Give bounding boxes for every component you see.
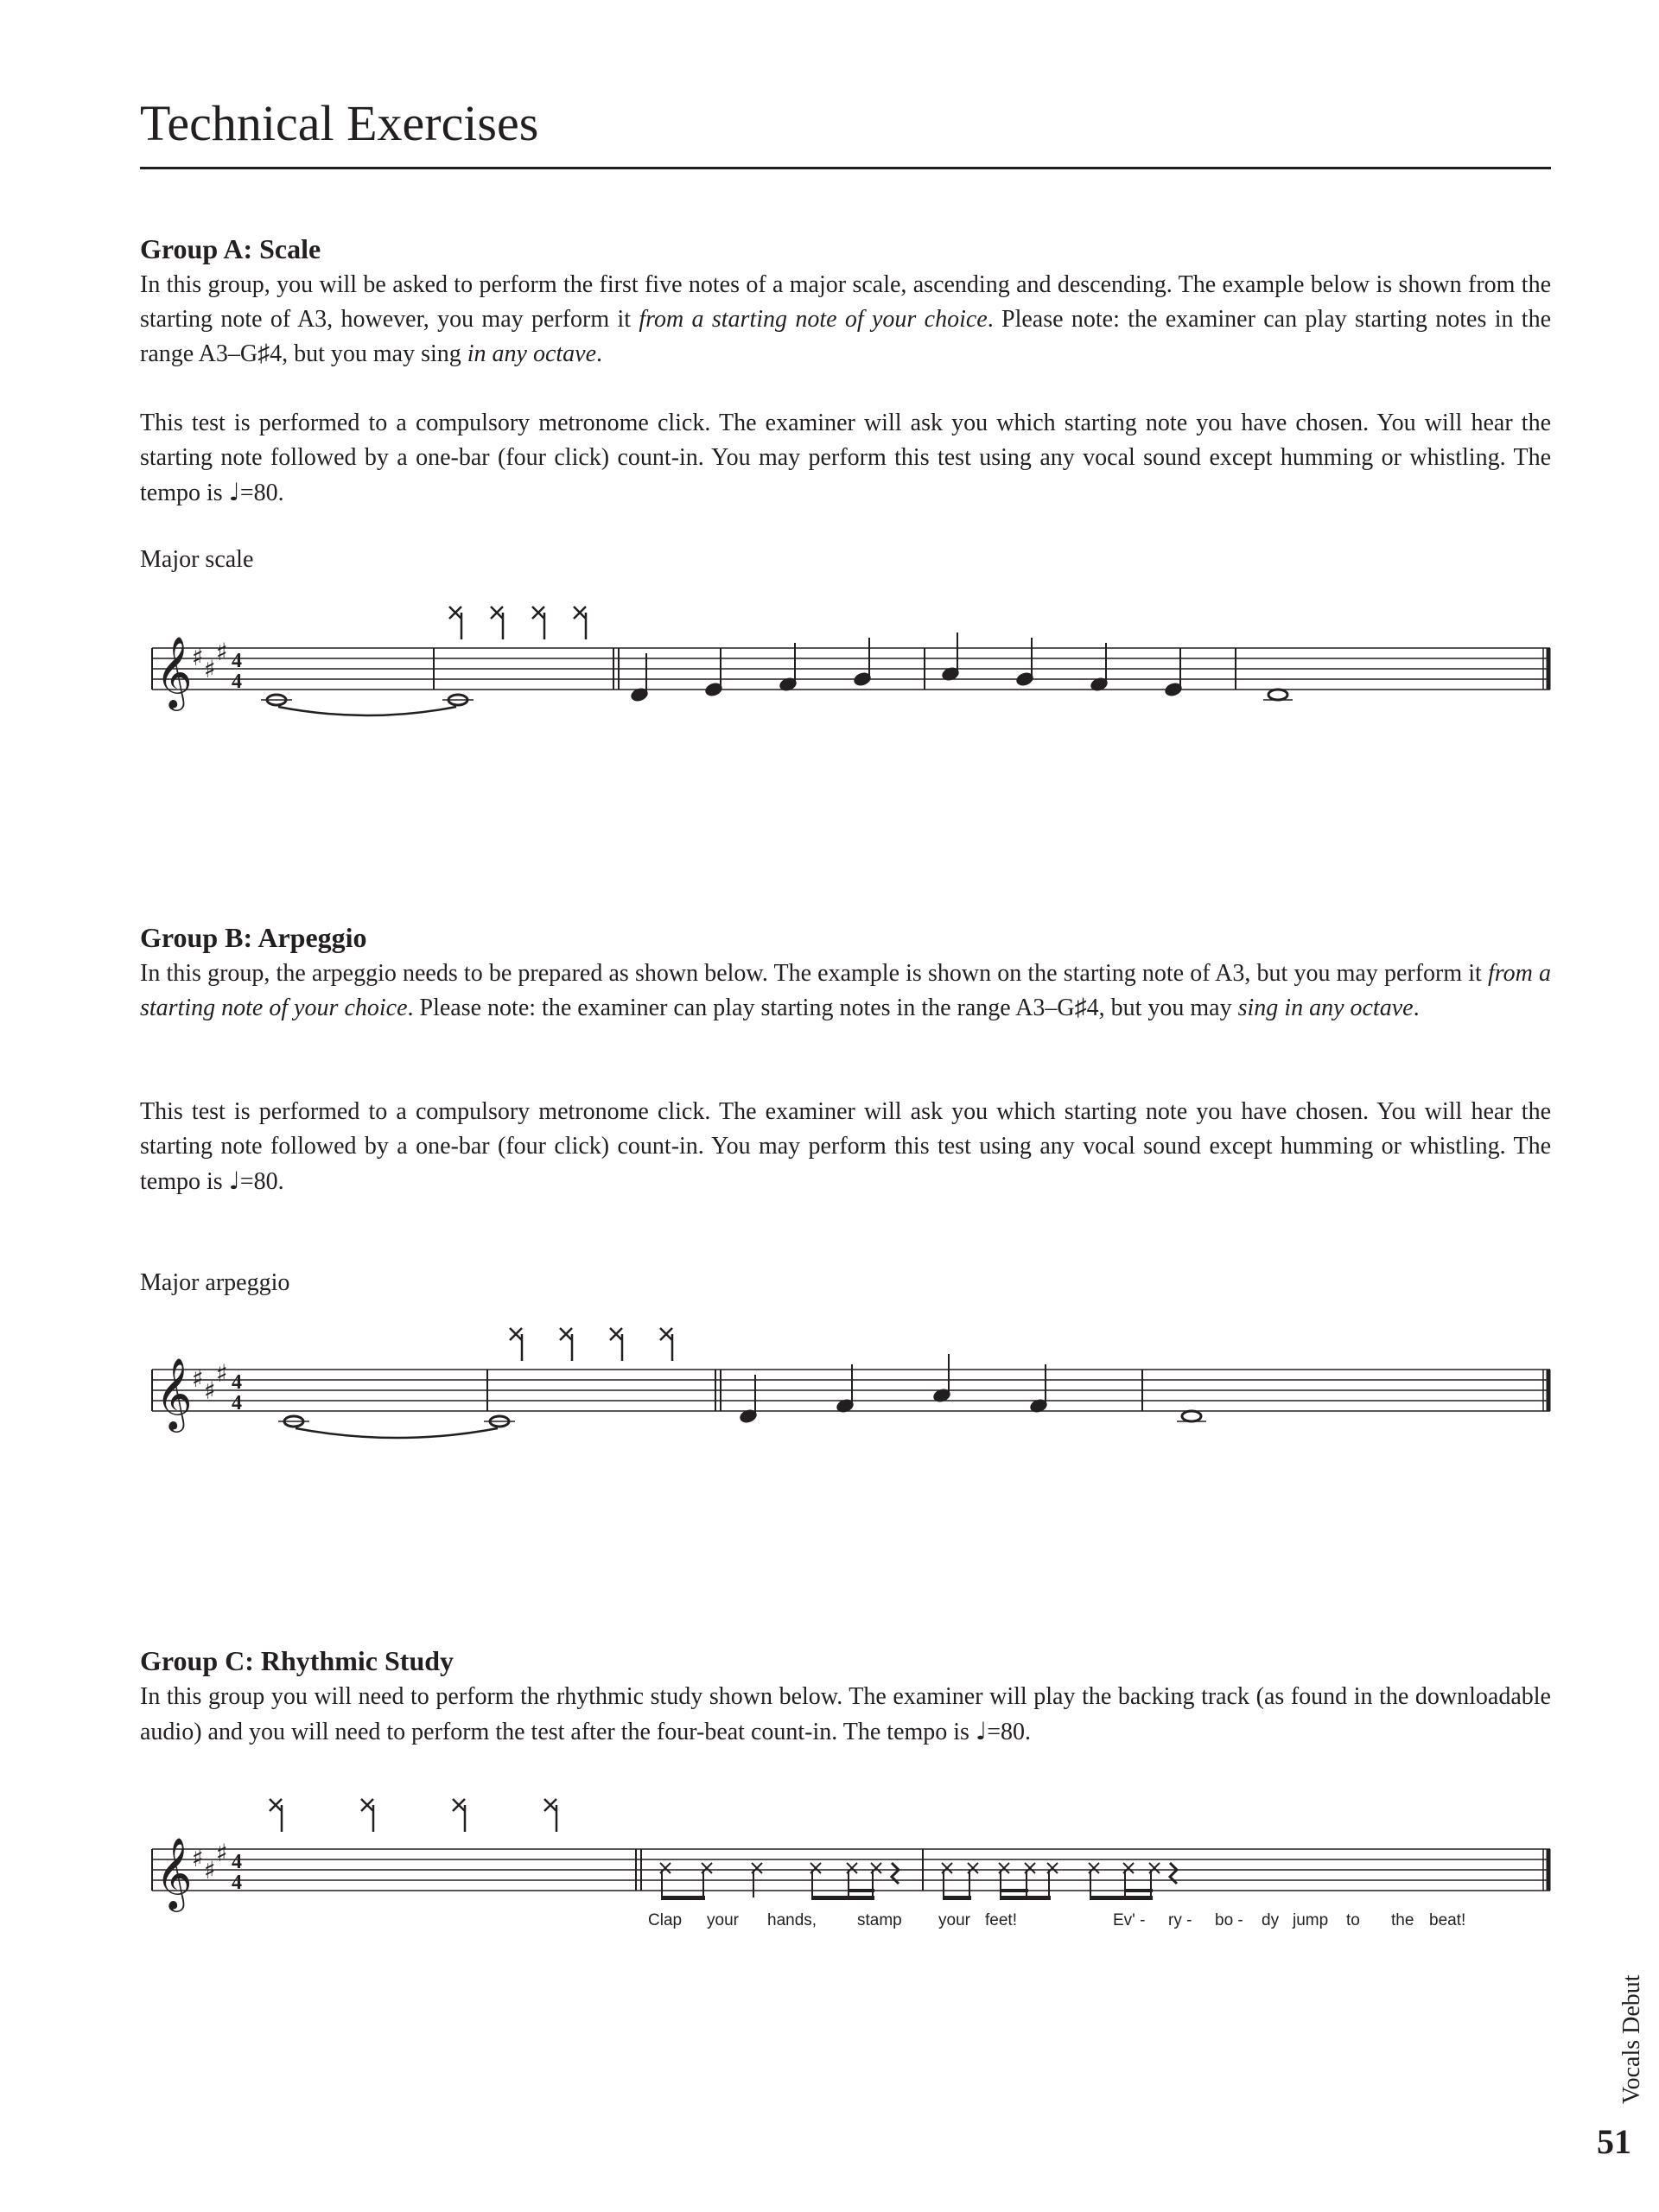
tie (278, 707, 456, 715)
group-c-paragraph-1: In this group you will need to perform the rhythmic study shown below. The examiner will play the backing track (as found in the downloadable audio) and you will need to perform the test after the four-beat count-in. The tempo is ♩=80. (140, 1683, 1551, 1745)
time-signature-bottom: 4 (232, 1392, 242, 1414)
sharp-icon: ♯ (216, 1839, 228, 1867)
rhythmic-study-staff (138, 1797, 1555, 1936)
lyric: your (938, 1911, 970, 1929)
lyric: Ev' - (1113, 1911, 1146, 1929)
lyric: Clap (648, 1911, 683, 1929)
click-marks (449, 607, 586, 639)
group-a-paragraph-1: In this group, you will be asked to perform the first five notes of a major scale, ascending and descending. The example below is shown from the starting note of A3, however, you may perform it from a starting note of your choice. Please note: the examiner can play starting notes in the range A3–G♯4, but you may sing in any octave. (140, 271, 1552, 367)
group-b-paragraph-1: In this group, the arpeggio needs to be prepared as shown below. The example is shown on the starting note of A3, but you may perform it from a starting note of your choice. Please note: the examiner can play starting notes in the range A3–G♯4, but you may sing in any octave. (140, 960, 1552, 1021)
lyric: feet! (985, 1911, 1017, 1929)
tie (296, 1428, 498, 1438)
lyric: bo - (1215, 1911, 1243, 1929)
lyric: your (707, 1911, 739, 1929)
time-signature-bottom: 4 (232, 1872, 242, 1894)
time-signature-bottom: 4 (232, 671, 242, 693)
treble-clef-icon: 𝄞 (156, 635, 193, 708)
major-scale-staff (138, 596, 1555, 734)
scale-notes-descending (941, 632, 1182, 697)
treble-clef-icon: 𝄞 (156, 1357, 193, 1429)
group-a-paragraph-2: This test is performed to a compulsory metronome click. The examiner will ask you which starting note you have chosen. You will hear the starting note followed by a one-bar (four click) count-in. You may perform this test using any vocal sound except humming or whistling. The tempo is ♩=80. (140, 410, 1551, 506)
time-signature-top: 4 (232, 650, 242, 672)
title-rule (140, 167, 1551, 169)
lyric: stamp (857, 1911, 902, 1929)
lyric: the (1391, 1911, 1414, 1929)
click-marks (510, 1328, 672, 1361)
book-label: Vocals Debut (1618, 1974, 1645, 2104)
sharp-icon: ♯ (204, 1376, 216, 1405)
whole-note (1268, 690, 1287, 700)
time-signature-top: 4 (232, 1371, 242, 1394)
lyric: to (1346, 1911, 1360, 1929)
sharp-icon: ♯ (192, 1364, 204, 1393)
group-a-heading: Group A: Scale (140, 233, 321, 264)
group-c-heading: Group C: Rhythmic Study (140, 1645, 454, 1676)
lyric: ry - (1168, 1911, 1192, 1929)
sharp-icon: ♯ (204, 1856, 216, 1885)
major-scale-caption: Major scale (140, 546, 254, 573)
scale-notes (630, 638, 871, 702)
count-in-click-marks (270, 1799, 556, 1832)
whole-note (1182, 1411, 1201, 1421)
page-number: 51 (1597, 2122, 1631, 2161)
group-b-heading: Group B: Arpeggio (140, 922, 367, 953)
major-arpeggio-caption: Major arpeggio (140, 1269, 290, 1296)
lyric: jump (1293, 1911, 1329, 1929)
quarter-note-icon: ♩ (228, 478, 240, 506)
sharp-icon: ♯ (216, 638, 228, 666)
arpeggio-notes (739, 1354, 1047, 1424)
quarter-note-icon: ♩ (228, 1166, 240, 1195)
major-arpeggio-staff (138, 1318, 1555, 1456)
treble-clef-icon: 𝄞 (156, 1836, 193, 1909)
sharp-icon: ♯ (192, 1844, 204, 1872)
lyric: dy (1262, 1911, 1280, 1929)
sharp-icon: ♯ (204, 655, 216, 683)
time-signature-top: 4 (232, 1851, 242, 1873)
quarter-note-icon: ♩ (975, 1717, 988, 1745)
page-title: Technical Exercises (140, 95, 539, 151)
group-b-paragraph-2: This test is performed to a compulsory metronome click. The examiner will ask you which starting note you have chosen. You will hear the starting note followed by a one-bar (four click) count-in. You may perform this test using any vocal sound except humming or whistling. The tempo is ♩=80. (140, 1098, 1551, 1195)
sharp-icon: ♯ (216, 1359, 228, 1388)
lyric: beat! (1429, 1911, 1466, 1929)
lyrics (648, 1911, 1465, 1929)
sharp-icon: ♯ (192, 643, 204, 671)
lyric: hands, (767, 1911, 817, 1929)
